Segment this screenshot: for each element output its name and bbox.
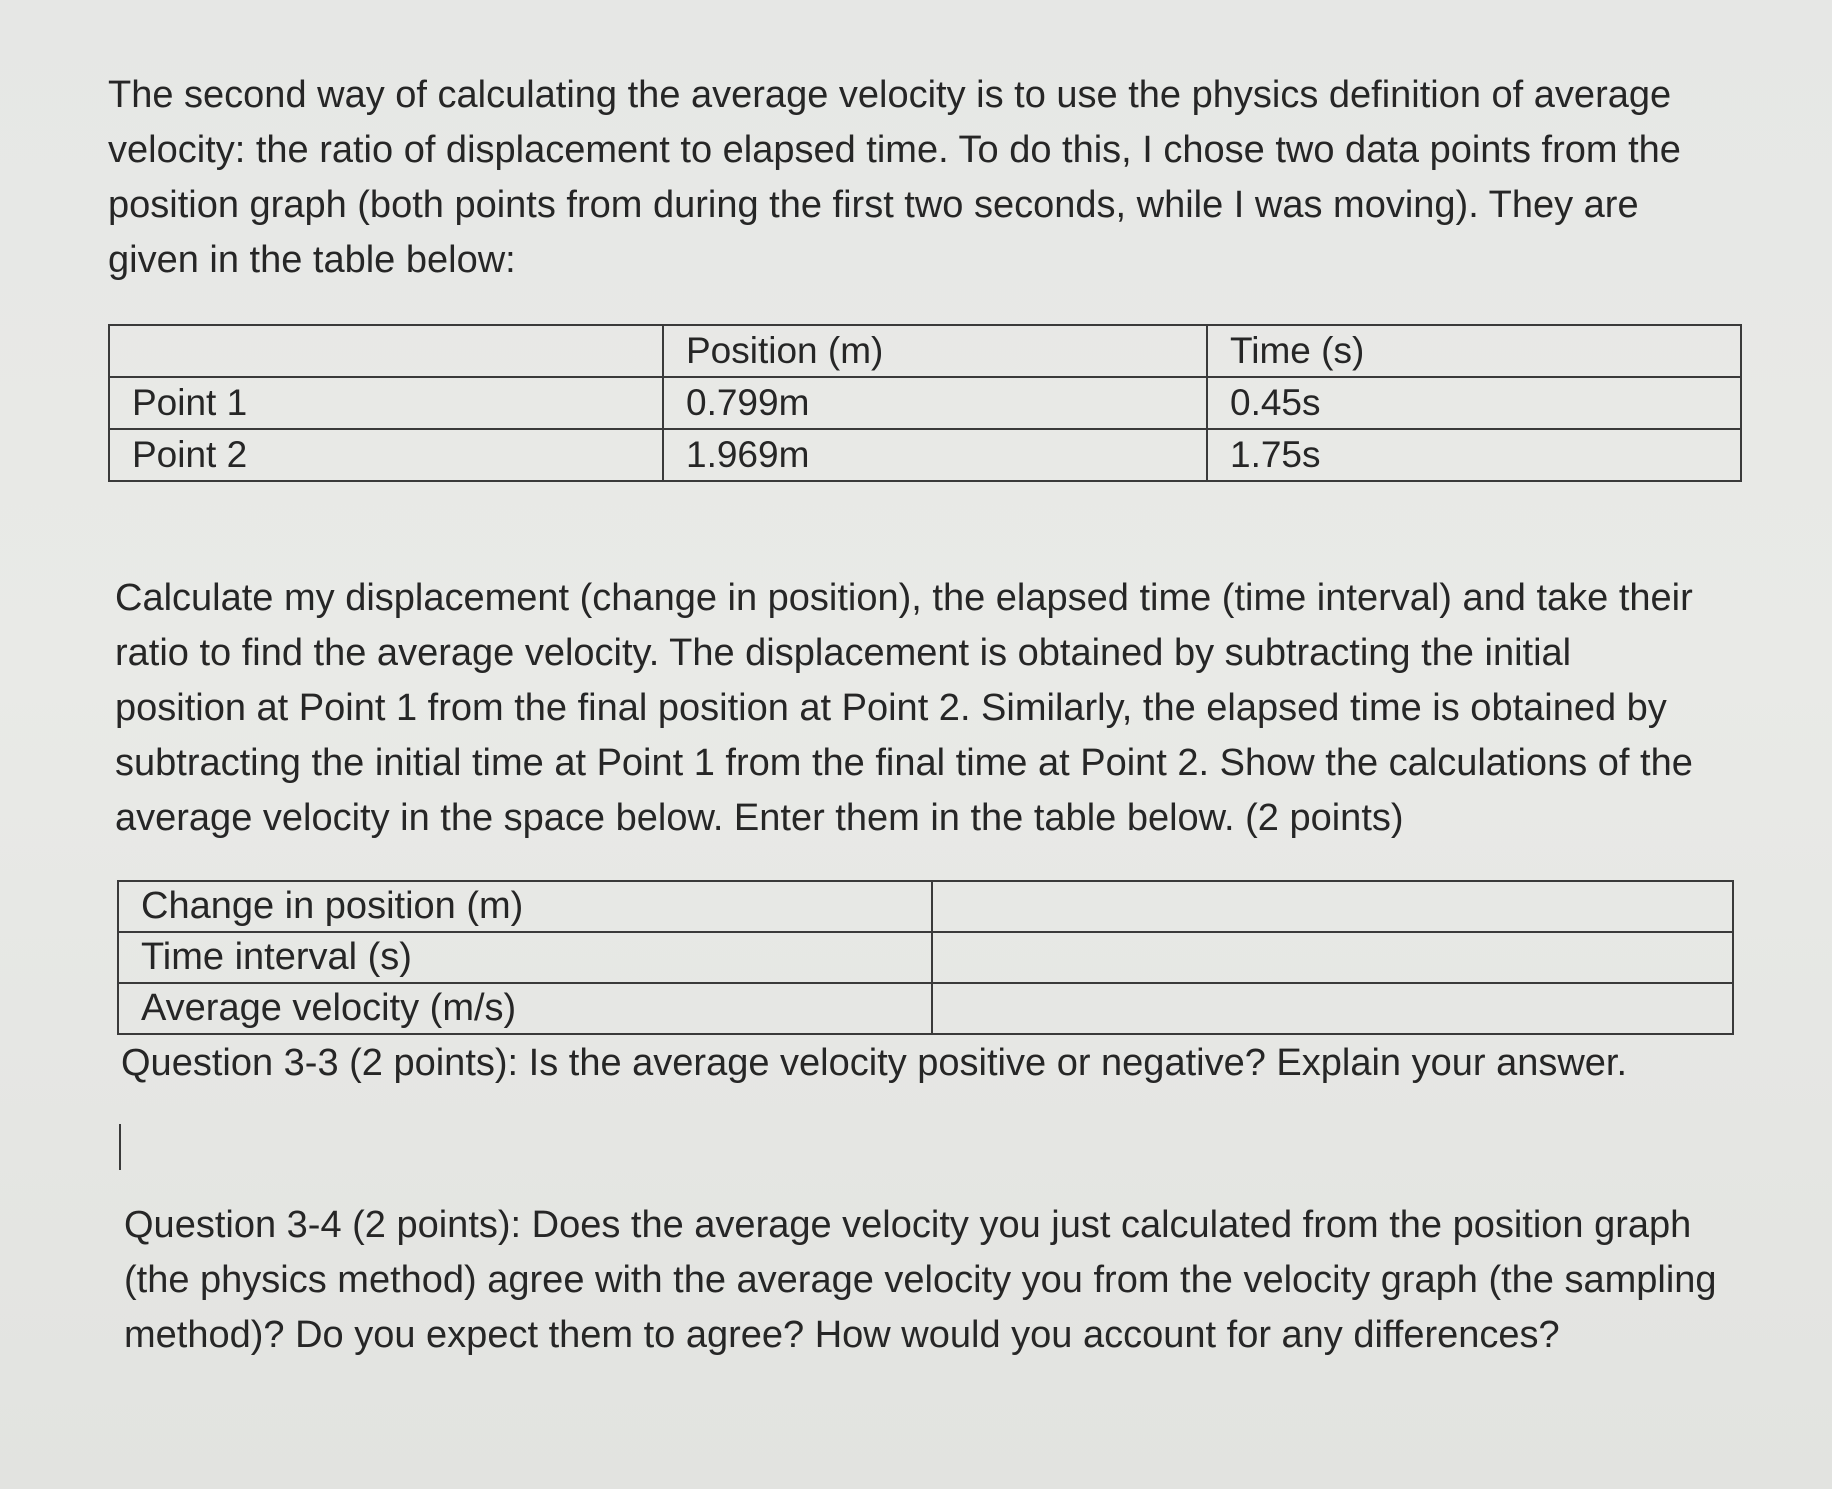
text-cursor: [119, 1124, 121, 1170]
table-row: [109, 429, 1741, 481]
question-3-4-line: Question 3-4 (2 points): Does the average velocity you just calculated from the position graph: [124, 1204, 1692, 1246]
intro-line: given in the table below:: [108, 239, 516, 281]
position-cell: 1.969m: [663, 429, 1207, 481]
time-cell: 0.45s: [1207, 377, 1741, 429]
instructions-line: Calculate my displacement (change in position), the elapsed time (time interval) and take their: [115, 577, 1693, 619]
answer-3-3-area[interactable]: [112, 1110, 1712, 1190]
table-row: [118, 881, 1733, 932]
instructions-paragraph: [115, 571, 1693, 846]
header-cell-time: Time (s): [1207, 325, 1741, 377]
intro-paragraph: [108, 68, 1681, 288]
row-label: Point 2: [109, 429, 663, 481]
intro-line: velocity: the ratio of displacement to elapsed time. To do this, I chose two data points from the: [108, 129, 1681, 171]
intro-line: position graph (both points from during the first two seconds, while I was moving). They are: [108, 184, 1639, 226]
question-3-4-line: method)? Do you expect them to agree? How would you account for any differences?: [124, 1314, 1560, 1356]
instructions-line: ratio to find the average velocity. The displacement is obtained by subtracting the initial: [115, 632, 1572, 674]
table-row: [109, 377, 1741, 429]
data-points-table: [108, 324, 1742, 482]
instructions-line: position at Point 1 from the final position at Point 2. Similarly, the elapsed time is obtained by: [115, 687, 1667, 729]
change-in-position-input[interactable]: [932, 881, 1733, 932]
calc-label-cell: Change in position (m): [118, 881, 932, 932]
position-cell: 0.799m: [663, 377, 1207, 429]
header-cell-position: Position (m): [663, 325, 1207, 377]
calc-label-cell: Average velocity (m/s): [118, 983, 932, 1034]
table-row: [118, 983, 1733, 1034]
instructions-line: subtracting the initial time at Point 1 from the final time at Point 2. Show the calculations of the: [115, 742, 1693, 784]
calculation-table: [117, 880, 1734, 1035]
time-interval-input[interactable]: [932, 932, 1733, 983]
time-cell: 1.75s: [1207, 429, 1741, 481]
question-3-3: Question 3-3 (2 points): Is the average velocity positive or negative? Explain your answer.: [121, 1042, 1628, 1084]
table-header-row: [109, 325, 1741, 377]
calc-label-cell: Time interval (s): [118, 932, 932, 983]
header-cell-empty: [109, 325, 663, 377]
intro-line: The second way of calculating the average velocity is to use the physics definition of average: [108, 74, 1672, 116]
table-row: [118, 932, 1733, 983]
question-3-4-line: (the physics method) agree with the average velocity you from the velocity graph (the sampling: [124, 1259, 1717, 1301]
average-velocity-input[interactable]: [932, 983, 1733, 1034]
question-3-4: [124, 1198, 1717, 1363]
instructions-line: average velocity in the space below. Enter them in the table below. (2 points): [115, 797, 1404, 839]
row-label: Point 1: [109, 377, 663, 429]
